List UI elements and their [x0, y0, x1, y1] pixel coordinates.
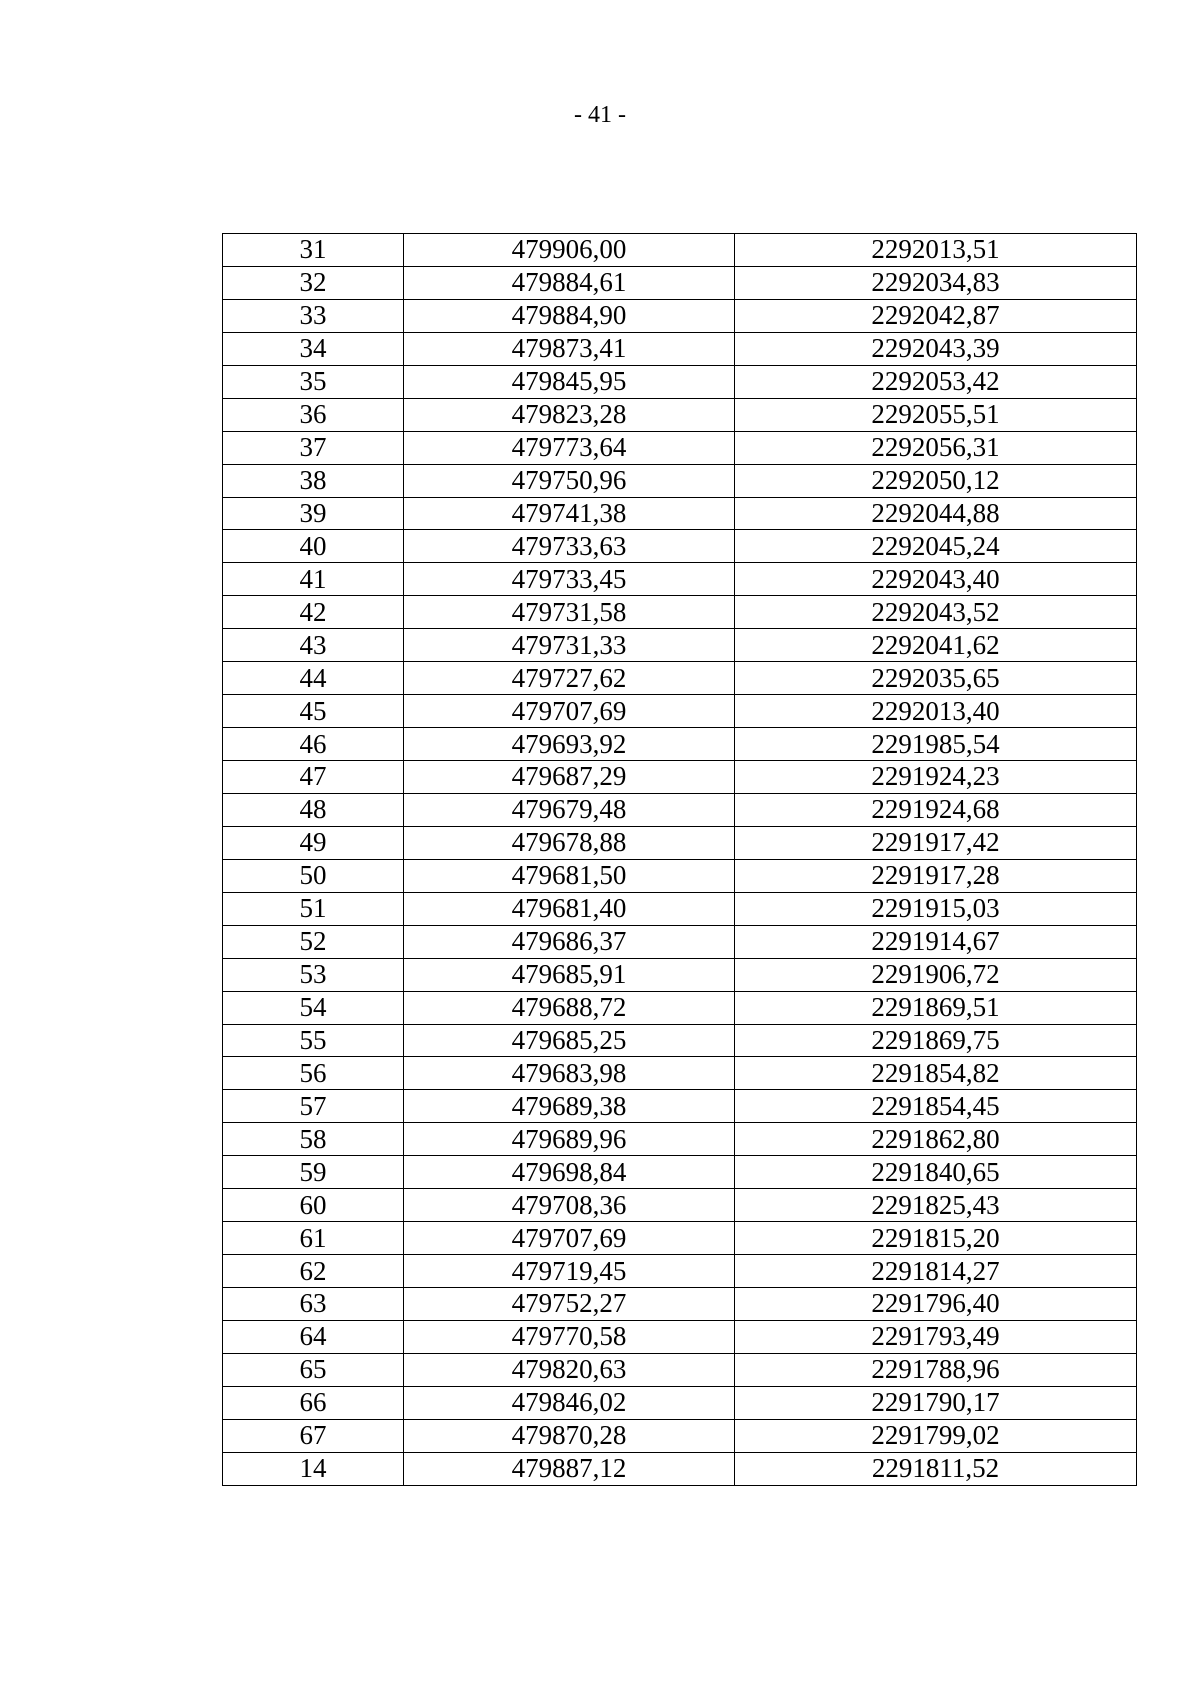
point-number-cell: 67: [223, 1419, 404, 1452]
y-coordinate-cell: 2292053,42: [735, 365, 1137, 398]
point-number-cell: 43: [223, 629, 404, 662]
x-coordinate-cell: 479750,96: [404, 464, 735, 497]
x-coordinate-cell: 479870,28: [404, 1419, 735, 1452]
x-coordinate-cell: 479727,62: [404, 662, 735, 695]
x-coordinate-cell: 479685,25: [404, 1024, 735, 1057]
y-coordinate-cell: 2292043,52: [735, 596, 1137, 629]
point-number-cell: 62: [223, 1255, 404, 1288]
x-coordinate-cell: 479688,72: [404, 991, 735, 1024]
x-coordinate-cell: 479733,63: [404, 530, 735, 563]
table-row: [223, 1452, 1137, 1485]
y-coordinate-cell: 2291917,28: [735, 859, 1137, 892]
y-coordinate-cell: 2292055,51: [735, 398, 1137, 431]
table-row: [223, 629, 1137, 662]
y-coordinate-cell: 2291924,23: [735, 761, 1137, 794]
x-coordinate-cell: 479752,27: [404, 1288, 735, 1321]
point-number-cell: 66: [223, 1386, 404, 1419]
table-row: [223, 925, 1137, 958]
y-coordinate-cell: 2292034,83: [735, 266, 1137, 299]
y-coordinate-cell: 2292044,88: [735, 497, 1137, 530]
x-coordinate-cell: 479707,69: [404, 1222, 735, 1255]
x-coordinate-cell: 479823,28: [404, 398, 735, 431]
point-number-cell: 44: [223, 662, 404, 695]
point-number-cell: 33: [223, 299, 404, 332]
y-coordinate-cell: 2292056,31: [735, 431, 1137, 464]
table-row: [223, 1090, 1137, 1123]
x-coordinate-cell: 479731,33: [404, 629, 735, 662]
y-coordinate-cell: 2292013,51: [735, 234, 1137, 267]
x-coordinate-cell: 479687,29: [404, 761, 735, 794]
table-row: [223, 464, 1137, 497]
point-number-cell: 51: [223, 892, 404, 925]
table-row: [223, 1189, 1137, 1222]
y-coordinate-cell: 2291985,54: [735, 728, 1137, 761]
point-number-cell: 45: [223, 695, 404, 728]
y-coordinate-cell: 2291788,96: [735, 1353, 1137, 1386]
table-row: [223, 859, 1137, 892]
y-coordinate-cell: 2291799,02: [735, 1419, 1137, 1452]
point-number-cell: 31: [223, 234, 404, 267]
point-number-cell: 36: [223, 398, 404, 431]
y-coordinate-cell: 2292035,65: [735, 662, 1137, 695]
y-coordinate-cell: 2292043,40: [735, 563, 1137, 596]
x-coordinate-cell: 479906,00: [404, 234, 735, 267]
x-coordinate-cell: 479679,48: [404, 793, 735, 826]
x-coordinate-cell: 479708,36: [404, 1189, 735, 1222]
point-number-cell: 38: [223, 464, 404, 497]
table-row: [223, 1156, 1137, 1189]
y-coordinate-cell: 2291825,43: [735, 1189, 1137, 1222]
point-number-cell: 60: [223, 1189, 404, 1222]
x-coordinate-cell: 479873,41: [404, 332, 735, 365]
table-row: [223, 1057, 1137, 1090]
x-coordinate-cell: 479683,98: [404, 1057, 735, 1090]
point-number-cell: 48: [223, 793, 404, 826]
table-row: [223, 662, 1137, 695]
y-coordinate-cell: 2291811,52: [735, 1452, 1137, 1485]
x-coordinate-cell: 479846,02: [404, 1386, 735, 1419]
x-coordinate-cell: 479884,90: [404, 299, 735, 332]
point-number-cell: 55: [223, 1024, 404, 1057]
y-coordinate-cell: 2291796,40: [735, 1288, 1137, 1321]
y-coordinate-cell: 2292050,12: [735, 464, 1137, 497]
x-coordinate-cell: 479681,50: [404, 859, 735, 892]
table-row: [223, 266, 1137, 299]
x-coordinate-cell: 479733,45: [404, 563, 735, 596]
x-coordinate-cell: 479685,91: [404, 958, 735, 991]
table-row: [223, 695, 1137, 728]
x-coordinate-cell: 479681,40: [404, 892, 735, 925]
point-number-cell: 47: [223, 761, 404, 794]
page-number: - 41 -: [574, 102, 626, 128]
point-number-cell: 14: [223, 1452, 404, 1485]
y-coordinate-cell: 2291917,42: [735, 826, 1137, 859]
point-number-cell: 61: [223, 1222, 404, 1255]
point-number-cell: 57: [223, 1090, 404, 1123]
table-row: [223, 299, 1137, 332]
table-row: [223, 497, 1137, 530]
table-row: [223, 234, 1137, 267]
y-coordinate-cell: 2291924,68: [735, 793, 1137, 826]
y-coordinate-cell: 2291790,17: [735, 1386, 1137, 1419]
table-row: [223, 365, 1137, 398]
table-row: [223, 596, 1137, 629]
x-coordinate-cell: 479719,45: [404, 1255, 735, 1288]
table-row: [223, 826, 1137, 859]
x-coordinate-cell: 479887,12: [404, 1452, 735, 1485]
x-coordinate-cell: 479689,38: [404, 1090, 735, 1123]
point-number-cell: 35: [223, 365, 404, 398]
x-coordinate-cell: 479773,64: [404, 431, 735, 464]
point-number-cell: 34: [223, 332, 404, 365]
table-row: [223, 793, 1137, 826]
point-number-cell: 63: [223, 1288, 404, 1321]
x-coordinate-cell: 479686,37: [404, 925, 735, 958]
point-number-cell: 53: [223, 958, 404, 991]
table-row: [223, 991, 1137, 1024]
table-row: [223, 1353, 1137, 1386]
table-row: [223, 563, 1137, 596]
x-coordinate-cell: 479693,92: [404, 728, 735, 761]
point-number-cell: 39: [223, 497, 404, 530]
y-coordinate-cell: 2292013,40: [735, 695, 1137, 728]
x-coordinate-cell: 479689,96: [404, 1123, 735, 1156]
y-coordinate-cell: 2291814,27: [735, 1255, 1137, 1288]
point-number-cell: 54: [223, 991, 404, 1024]
point-number-cell: 46: [223, 728, 404, 761]
y-coordinate-cell: 2291914,67: [735, 925, 1137, 958]
table-row: [223, 1024, 1137, 1057]
y-coordinate-cell: 2292043,39: [735, 332, 1137, 365]
table-row: [223, 958, 1137, 991]
x-coordinate-cell: 479678,88: [404, 826, 735, 859]
table-row: [223, 728, 1137, 761]
x-coordinate-cell: 479741,38: [404, 497, 735, 530]
y-coordinate-cell: 2291915,03: [735, 892, 1137, 925]
y-coordinate-cell: 2291906,72: [735, 958, 1137, 991]
table-row: [223, 1255, 1137, 1288]
x-coordinate-cell: 479731,58: [404, 596, 735, 629]
table-row: [223, 530, 1137, 563]
table-row: [223, 1419, 1137, 1452]
point-number-cell: 32: [223, 266, 404, 299]
y-coordinate-cell: 2291815,20: [735, 1222, 1137, 1255]
table-row: [223, 398, 1137, 431]
table-row: [223, 1320, 1137, 1353]
table-row: [223, 892, 1137, 925]
point-number-cell: 59: [223, 1156, 404, 1189]
table-row: [223, 1386, 1137, 1419]
point-number-cell: 41: [223, 563, 404, 596]
point-number-cell: 52: [223, 925, 404, 958]
table-row: [223, 332, 1137, 365]
point-number-cell: 65: [223, 1353, 404, 1386]
table-row: [223, 1222, 1137, 1255]
y-coordinate-cell: 2291840,65: [735, 1156, 1137, 1189]
point-number-cell: 40: [223, 530, 404, 563]
table-row: [223, 761, 1137, 794]
y-coordinate-cell: 2291854,45: [735, 1090, 1137, 1123]
y-coordinate-cell: 2291869,75: [735, 1024, 1137, 1057]
point-number-cell: 58: [223, 1123, 404, 1156]
x-coordinate-cell: 479884,61: [404, 266, 735, 299]
y-coordinate-cell: 2292042,87: [735, 299, 1137, 332]
y-coordinate-cell: 2292045,24: [735, 530, 1137, 563]
point-number-cell: 50: [223, 859, 404, 892]
x-coordinate-cell: 479770,58: [404, 1320, 735, 1353]
point-number-cell: 37: [223, 431, 404, 464]
point-number-cell: 49: [223, 826, 404, 859]
table-row: [223, 1288, 1137, 1321]
point-number-cell: 64: [223, 1320, 404, 1353]
y-coordinate-cell: 2292041,62: [735, 629, 1137, 662]
point-number-cell: 56: [223, 1057, 404, 1090]
coordinates-table-body: [223, 234, 1137, 1486]
x-coordinate-cell: 479845,95: [404, 365, 735, 398]
y-coordinate-cell: 2291854,82: [735, 1057, 1137, 1090]
x-coordinate-cell: 479707,69: [404, 695, 735, 728]
y-coordinate-cell: 2291862,80: [735, 1123, 1137, 1156]
y-coordinate-cell: 2291869,51: [735, 991, 1137, 1024]
x-coordinate-cell: 479820,63: [404, 1353, 735, 1386]
x-coordinate-cell: 479698,84: [404, 1156, 735, 1189]
coordinates-table: [222, 233, 1137, 1486]
table-row: [223, 1123, 1137, 1156]
y-coordinate-cell: 2291793,49: [735, 1320, 1137, 1353]
table-row: [223, 431, 1137, 464]
point-number-cell: 42: [223, 596, 404, 629]
